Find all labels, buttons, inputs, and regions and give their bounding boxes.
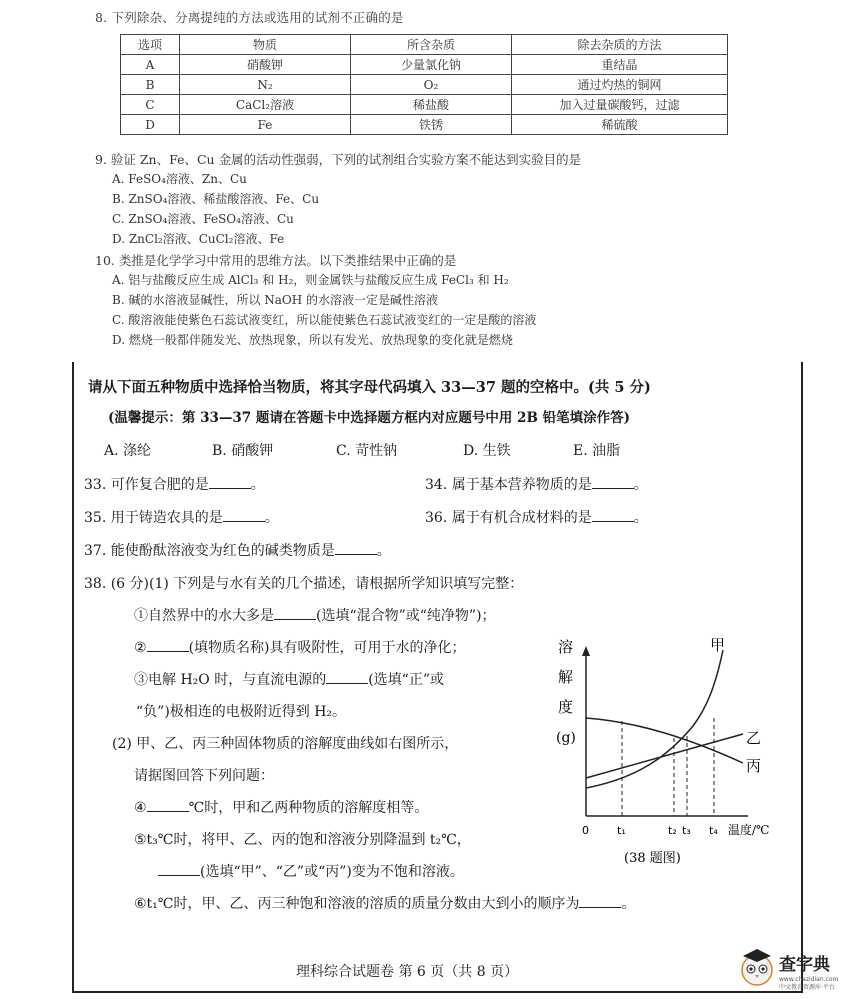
q37	[84, 540, 391, 560]
q38-item1	[134, 605, 496, 625]
table-cell: 铁锈	[351, 115, 512, 135]
table-cell: N₂	[180, 75, 351, 95]
q35	[84, 507, 279, 527]
solubility-chart	[548, 638, 793, 878]
logo-text: 查字典	[779, 955, 830, 975]
curve-jia	[586, 650, 723, 788]
table-cell: 少量氯化钠	[351, 55, 512, 75]
table-header-cell: 除去杂质的方法	[512, 35, 728, 55]
answer-blank[interactable]	[147, 637, 189, 652]
q38-item5: ⑤t₃℃时，将甲、乙、丙的饱和溶液分别降温到 t₂℃，	[134, 832, 471, 848]
answer-blank[interactable]	[592, 507, 634, 522]
section-hint: (温馨提示：第 33—37 题请在答题卡中选择题方框内对应题号中用 2B 铅笔填涂作答)	[108, 410, 630, 426]
table-cell: B	[121, 75, 180, 95]
answer-blank[interactable]	[326, 669, 368, 684]
table-row	[121, 95, 728, 115]
choice-e: E. 油脂	[573, 443, 621, 459]
x-axis-label: 温度/℃	[728, 823, 770, 837]
table-header-cell: 物质	[180, 35, 351, 55]
x-tick-label: t₂	[668, 824, 677, 837]
q9-option: A. FeSO₄溶液、Zn、Cu	[112, 172, 247, 186]
q38-part2-cont: 请据图回答下列问题：	[134, 768, 274, 784]
table-header-cell: 选项	[121, 35, 180, 55]
section-intro: 请从下面五种物质中选择恰当物质，将其字母代码填入 33—37 题的空格中。(共 5 分)	[88, 379, 651, 396]
choice-a: A. 涤纶	[104, 443, 152, 459]
series-label-jia: 甲	[710, 638, 726, 654]
series-label-yi: 乙	[746, 729, 762, 747]
logo-sub: 中文教育资源库·平台	[779, 984, 835, 991]
ylabel-char-2: 解	[558, 668, 574, 686]
answer-blank[interactable]	[147, 797, 189, 812]
item-text: (填物质名称)具有吸附性，可用于水的净化；	[188, 640, 466, 656]
q9-option: C. ZnSO₄溶液、FeSO₄溶液、Cu	[112, 212, 294, 226]
table-row	[121, 115, 728, 135]
curve-yi	[586, 734, 743, 778]
table-cell: C	[121, 95, 180, 115]
logo-svg	[737, 944, 857, 994]
answer-blank[interactable]	[335, 540, 377, 555]
table-cell: 通过灼热的铜网	[512, 75, 728, 95]
chart-svg	[548, 638, 793, 878]
q36	[425, 507, 648, 527]
page-footer: 理科综合试题卷 第 6 页（共 8 页）	[296, 964, 519, 980]
table-cell: 重结晶	[512, 55, 728, 75]
item-text: ℃时，甲和乙两种物质的溶解度相等。	[188, 800, 429, 816]
table-cell: D	[121, 115, 180, 135]
ylabel-char-3: 度	[558, 698, 574, 716]
item-text: (选填“甲”、“乙”或“丙”)变为不饱和溶液。	[200, 864, 464, 880]
period: 。	[633, 510, 648, 526]
table-cell: CaCl₂溶液	[180, 95, 351, 115]
answer-blank[interactable]	[223, 507, 265, 522]
choice-b: B. 硝酸钾	[212, 443, 274, 459]
q10-option: A. 铝与盐酸反应生成 AlCl₃ 和 H₂，则金属铁与盐酸反应生成 FeCl₃ 和 H₂	[112, 273, 509, 287]
answer-blank[interactable]	[592, 474, 634, 489]
choice-c: C. 苛性钠	[336, 443, 398, 459]
q10-option: D. 燃烧一般都伴随发光、放热现象，所以有发光、放热现象的变化就是燃烧	[112, 333, 513, 347]
item-text: ④	[134, 800, 147, 816]
q38-item5-cont	[158, 861, 464, 881]
item-text: (选填“混合物”或“纯净物”)；	[316, 608, 496, 624]
item-text: ①自然界中的水大多是	[134, 608, 274, 624]
q38-item3	[134, 669, 444, 689]
x-tick-label: t₄	[709, 824, 718, 837]
x-tick-label: t₁	[617, 824, 626, 837]
q34	[425, 474, 648, 494]
period: 。	[633, 477, 648, 493]
choice-d: D. 生铁	[463, 443, 511, 459]
q10-option: C. 酸溶液能使紫色石蕊试液变红，所以能使紫色石蕊试液变红的一定是酸的溶液	[112, 313, 537, 327]
q34-text: 34. 属于基本营养物质的是	[425, 477, 592, 493]
table-row	[121, 75, 728, 95]
q33-text: 33. 可作复合肥的是	[84, 477, 209, 493]
q10-option: B. 碱的水溶液显碱性，所以 NaOH 的水溶液一定是碱性溶液	[112, 293, 439, 307]
q8-table	[120, 34, 728, 135]
table-cell: 硝酸钾	[180, 55, 351, 75]
table-cell: 稀盐酸	[351, 95, 512, 115]
q35-text: 35. 用于铸造农具的是	[84, 510, 223, 526]
item-text: ②	[134, 640, 147, 656]
item-text: (选填“正”或	[368, 672, 444, 688]
q9-option: B. ZnSO₄溶液、稀盐酸溶液、Fe、Cu	[112, 192, 320, 206]
q38-item2	[134, 637, 466, 657]
q9-option: D. ZnCl₂溶液、CuCl₂溶液、Fe	[112, 232, 285, 246]
q38-head: 38. (6 分)(1) 下列是与水有关的几个描述，请根据所学知识填写完整：	[84, 576, 524, 592]
ylabel-char-1: 溶	[558, 638, 574, 656]
q8-title: 8. 下列除杂、分离提纯的方法或选用的试剂不正确的是	[95, 10, 404, 25]
q33	[84, 474, 265, 494]
answer-blank[interactable]	[209, 474, 251, 489]
answer-blank[interactable]	[579, 893, 621, 908]
q38-part2: (2) 甲、乙、丙三种固体物质的溶解度曲线如右图所示，	[112, 736, 459, 752]
chart-caption: (38 题图)	[624, 851, 681, 866]
x-tick-label: 0	[582, 824, 589, 837]
q38-item6	[134, 893, 635, 913]
item-text: ③电解 H₂O 时，与直流电源的	[134, 672, 327, 688]
series-label-bing: 丙	[746, 757, 762, 775]
period: 。	[376, 543, 391, 559]
table-cell: A	[121, 55, 180, 75]
period: 。	[250, 477, 265, 493]
table-header-cell: 所含杂质	[351, 35, 512, 55]
table-cell: O₂	[351, 75, 512, 95]
table-cell: 加入过量碳酸钙，过滤	[512, 95, 728, 115]
table-row	[121, 55, 728, 75]
period: 。	[621, 896, 636, 912]
table-header-row	[121, 35, 728, 55]
answer-blank[interactable]	[158, 861, 200, 876]
q38-item4	[134, 797, 428, 817]
q10-title: 10. 类推是化学学习中常用的思维方法。以下类推结果中正确的是	[95, 253, 457, 268]
y-axis-arrow	[582, 646, 590, 656]
q37-text: 37. 能使酚酞溶液变为红色的碱类物质是	[84, 543, 335, 559]
x-tick-label: t₃	[682, 824, 691, 837]
q9-title: 9. 验证 Zn、Fe、Cu 金属的活动性强弱，下列的试剂组合实验方案不能达到实验目的是	[95, 152, 582, 167]
period: 。	[264, 510, 279, 526]
q38-item3-cont: “负”)极相连的电极附近得到 H₂。	[136, 704, 347, 720]
answer-blank[interactable]	[274, 605, 316, 620]
ylabel-unit: (g)	[556, 730, 576, 746]
logo-url: www.chazidian.com	[779, 976, 839, 983]
chazidian-logo	[737, 944, 857, 994]
q36-text: 36. 属于有机合成材料的是	[425, 510, 592, 526]
table-cell: 稀硫酸	[512, 115, 728, 135]
table-cell: Fe	[180, 115, 351, 135]
item-text: ⑥t₁℃时，甲、乙、丙三种饱和溶液的溶质的质量分数由大到小的顺序为	[134, 896, 580, 912]
